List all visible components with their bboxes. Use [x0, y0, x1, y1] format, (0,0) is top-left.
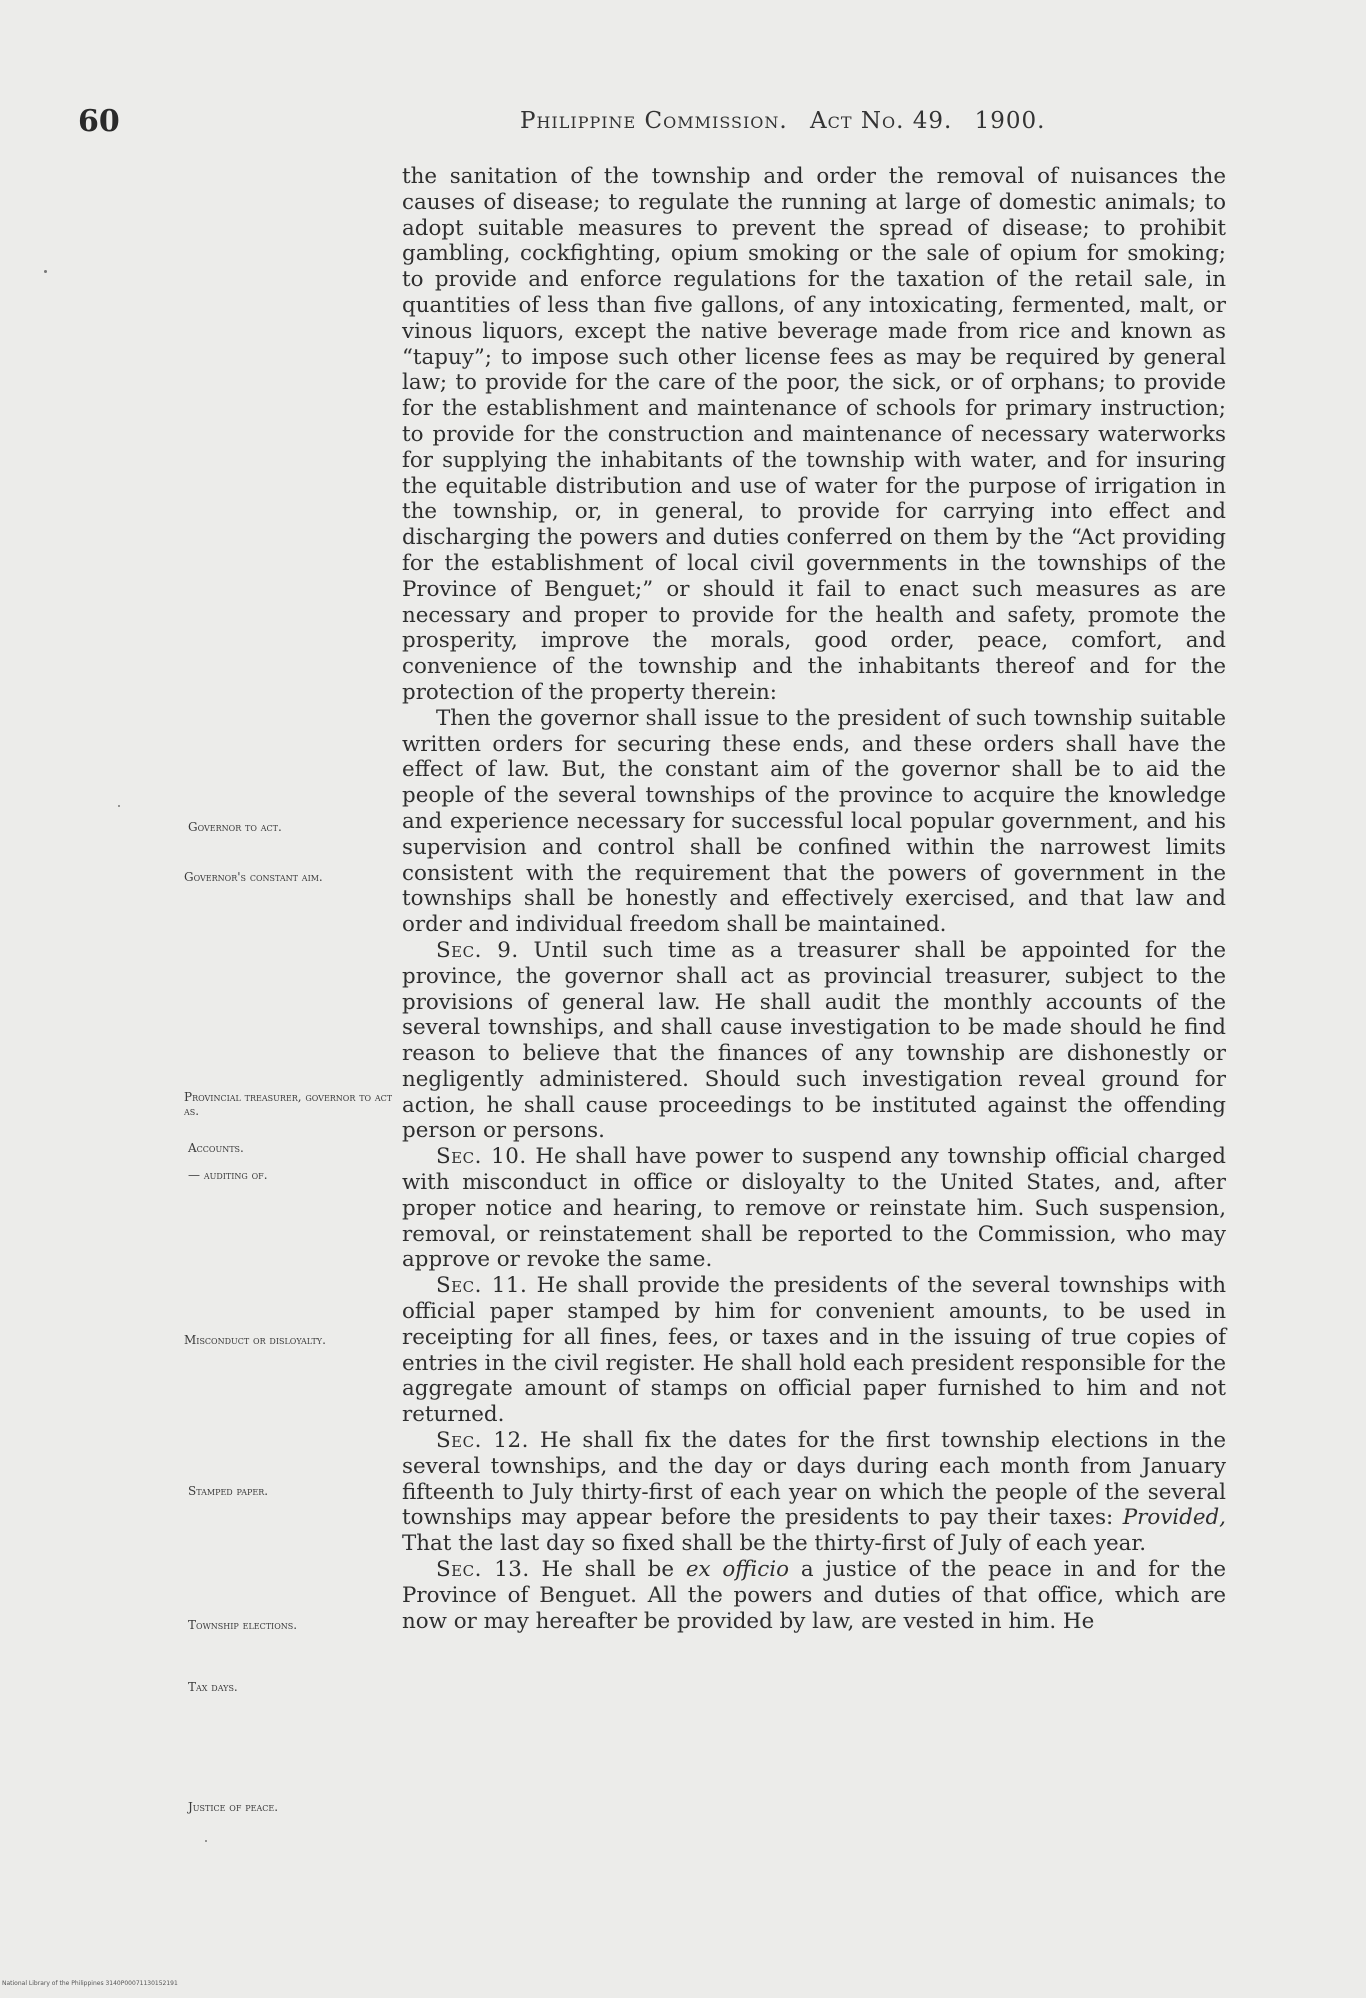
margin-note-auditing: — auditing of. — [188, 1168, 268, 1182]
section-12-provided: Provided, — [1122, 1505, 1226, 1531]
section-11 — [402, 1273, 1226, 1428]
margin-note-stamped-paper: Stamped paper. — [188, 1484, 269, 1498]
section-10-text: He shall have power to suspend any township official charged with misconduct in office or disloyalty to the United States, and, after proper notice and hearing, to remove or reinstate him. Such suspension, removal, or reinstatement shall be reported to the Commission, who may approve or revoke the same. — [402, 1144, 1226, 1273]
section-11-text: He shall provide the presidents of the several townships with official paper stamped by him for convenient amounts, to be used in receipting for all fines, fees, or taxes and in the issuing of true copies of entries in the civil register. He shall hold each president responsible for the aggregate amount of stamps on official paper furnished to him and not returned. — [402, 1273, 1226, 1428]
section-9-label: Sec. 9. — [436, 937, 519, 963]
margin-note-tax-days: Tax days. — [188, 1680, 238, 1694]
section-9-text: Until such time as a treasurer shall be appointed for the province, the governor shall act as provincial treasurer, subject to the provisions of general law. He shall audit the monthly accounts of the several townships, and shall cause investigation to be made should he find reason to believe that the finances of any township are dishonestly or negligently administered. Should such investigation reveal ground for action, he shall cause proceedings to be instituted against the offending person or persons. — [402, 937, 1226, 1144]
running-head-act: Act No. 49. — [810, 108, 953, 134]
scan-speck — [118, 805, 120, 807]
section-12 — [402, 1428, 1226, 1557]
section-13-text-b: a justice of the peace in and for the Province of Benguet. All the powers and duties of that office, which are now or may hereafter be provided by law, are vested in him. He — [402, 1557, 1227, 1634]
section-11-label: Sec. 11. — [436, 1273, 528, 1299]
margin-note-misconduct: Misconduct or disloyalty. — [184, 1333, 326, 1347]
margin-note-accounts: Accounts. — [188, 1141, 244, 1155]
paragraph-sanitation: the sanitation of the township and order the removal of nuisances the causes of disease; to regulate the running at large of domestic animals; to adopt suitable measures to prevent the spread of disease; to prohibit gambling, cockfighting, opium smoking or the sale of opium for smoking; to provide and enforce regulations for the taxation of the retail sale, in quantities of less than five gallons, of any intoxicating, fermented, malt, or vinous liquors, except the native beverage made from rice and known as “tapuy”; to impose such other license fees as may be required by general law; to provide for the care of the poor, the sick, or of orphans; to provide for the establishment and maintenance of schools for primary instruction; to provide for the construction and maintenance of necessary waterworks for supplying the inhabitants of the township with water, and for insuring the equitable distribution and use of water for the purpose of irrigation in the township, or, in general, to provide for carrying into effect and discharging the powers and duties conferred on them by the “Act providing for the establishment of local civil governments in the townships of the Province of Benguet;” or should it fail to enact such measures as are necessary and proper to provide for the health and safety, promote the prosperity, improve the morals, good order, peace, comfort, and convenience of the township and the inhabitants thereof and for the protection of the property therein: — [402, 164, 1226, 705]
margin-note-governor-constant-aim: Governor's constant aim. — [184, 870, 323, 884]
section-13-label: Sec. 13. — [436, 1557, 530, 1583]
scan-speck — [44, 270, 47, 273]
section-13-text-a: He shall be — [541, 1557, 675, 1583]
margin-note-township-elections: Township elections. — [188, 1618, 298, 1632]
scan-speck — [205, 1840, 207, 1842]
paragraph-governor-orders: Then the governor shall issue to the president of such township suitable written orders for securing these ends, and these orders shall have the effect of law. But, the constant aim of the governor shall be to aid the people of the several townships of the province to acquire the knowledge and experience necessary for successful local popular government, and his supervision and control shall be confined within the narrowest limits consistent with the requirement that the powers of government in the townships shall be honestly and effectively exercised, and that law and order and individual freedom shall be maintained. — [402, 705, 1226, 938]
margin-note-justice-of-peace: Justice of peace. — [188, 1800, 279, 1814]
section-12-text: He shall fix the dates for the first township elections in the several townships, and the day or days during each month from January fifteenth to July thirty-first of each year on which the people of the several townships may appear before the presidents to pay their taxes: — [402, 1428, 1226, 1531]
section-13 — [402, 1557, 1226, 1634]
margin-note-governor-to-act: Governor to act. — [188, 820, 282, 834]
running-head-year: 1900. — [974, 108, 1046, 134]
section-12-proviso: That the last day so fixed shall be the thirty-first of July of each year. — [402, 1531, 1147, 1557]
page-number: 60 — [78, 104, 120, 139]
section-13-ex-officio: ex officio — [685, 1557, 789, 1583]
section-10-label: Sec. 10. — [436, 1144, 527, 1170]
section-12-label: Sec. 12. — [436, 1428, 529, 1454]
body-text — [402, 164, 1226, 1634]
scan-imprint: National Library of the Philippines 3140P00071130152191 — [2, 1980, 178, 1987]
running-head-publication: Philippine Commission. — [520, 108, 788, 134]
running-head — [520, 108, 1060, 134]
margin-note-provincial-treasurer: Provincial treasurer, governor to act as. — [184, 1090, 393, 1118]
section-9 — [402, 938, 1226, 1144]
section-10 — [402, 1144, 1226, 1273]
